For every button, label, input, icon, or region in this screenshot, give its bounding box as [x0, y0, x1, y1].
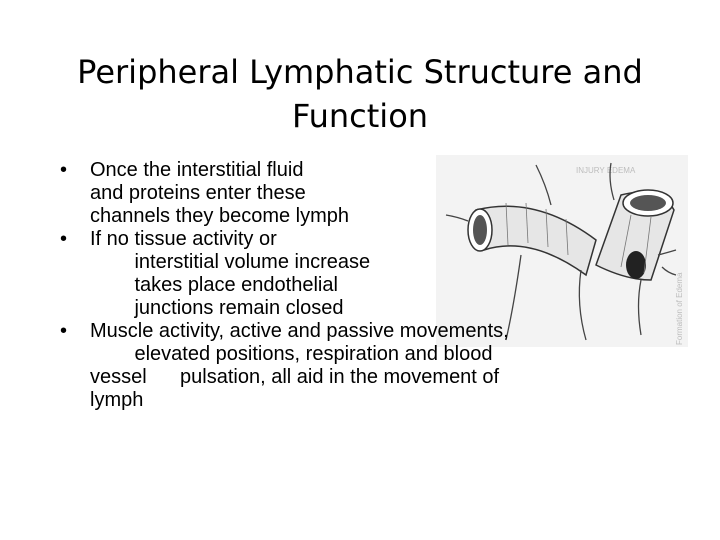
bullet-line: interstitial volume increase: [90, 251, 371, 273]
bullet-line: takes place endothelial: [90, 274, 338, 296]
bullet-line: Muscle activity, active and passive movements,: [90, 320, 509, 342]
bullet-line: junctions remain closed: [90, 297, 344, 319]
figure-caption-side: Formation of Edema: [675, 272, 684, 345]
bullet-line: and proteins enter these: [90, 182, 306, 204]
bullet-line: channels they become lymph: [90, 205, 350, 227]
figure-caption-top: INJURY EDEMA: [576, 166, 636, 175]
bullet-item: [60, 320, 680, 412]
bullet-item: [60, 228, 680, 320]
bullet-line: Once the interstitial fluid: [90, 159, 304, 181]
bullet-marker: •: [60, 228, 68, 250]
title-line-1: Peripheral Lymphatic Structure and: [77, 53, 643, 91]
bullet-marker: •: [60, 320, 68, 342]
bullet-line: lymph: [90, 389, 144, 411]
bullet-line: elevated positions, respiration and blood: [90, 343, 493, 365]
title-line-2: Function: [291, 97, 429, 135]
slide-title: [40, 50, 680, 138]
bullet-line: vessel pulsation, all aid in the movement of: [90, 366, 500, 388]
bullet-item: [60, 159, 680, 228]
bullet-marker: •: [60, 159, 68, 181]
bullet-line: If no tissue activity or: [90, 228, 277, 250]
bullet-list: [60, 159, 680, 412]
